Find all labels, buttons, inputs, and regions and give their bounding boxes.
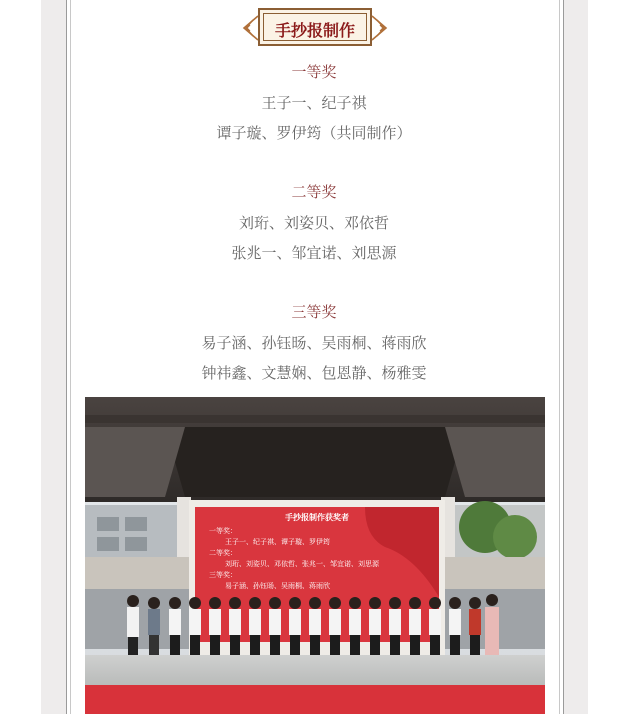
ornament-left-icon [240,14,260,42]
screen-title: 手抄报制作获奖者 [285,513,349,522]
screen-line: 一等奖： [209,527,237,535]
second-prize-line-1: 刘珩、刘姿贝、邓依哲 [238,214,389,232]
section-title-box [258,8,372,46]
first-prize-line-2: 谭子璇、罗伊筠（共同制作） [216,124,412,142]
ornament-right-icon [370,14,390,42]
second-prize-line-2: 张兆一、邹宜诺、刘思源 [231,244,397,262]
section-title-badge [240,8,390,48]
award-ceremony-photo [85,397,545,714]
screen-line: 三等奖： [209,571,237,579]
first-prize-title: 一等奖 [291,63,337,81]
third-prize-line-1: 易子涵、孙钰旸、吴雨桐、蒋雨欣 [201,334,427,352]
screen-line: 刘珩、刘姿贝、邓依哲、张兆一、邹宜诺、刘思源 [225,560,379,568]
second-prize-title: 二等奖 [291,183,337,201]
third-prize-section [66,301,562,388]
second-prize-section [66,181,562,268]
section-title: 手抄报制作 [274,21,355,40]
first-prize-section [66,61,562,148]
screen-line: 二等奖： [209,549,237,557]
first-prize-line-1: 王子一、纪子祺 [261,94,367,112]
third-prize-line-2: 钟祎鑫、文慧娴、包恩静、杨雅雯 [201,364,427,382]
screen-line: 易子涵、孙钰旸、吴雨桐、蒋雨欣 [225,582,330,590]
screen-text [199,511,435,639]
third-prize-title: 三等奖 [291,303,337,321]
screen-line: 王子一、纪子祺、谭子璇、罗伊筠 [225,538,330,546]
